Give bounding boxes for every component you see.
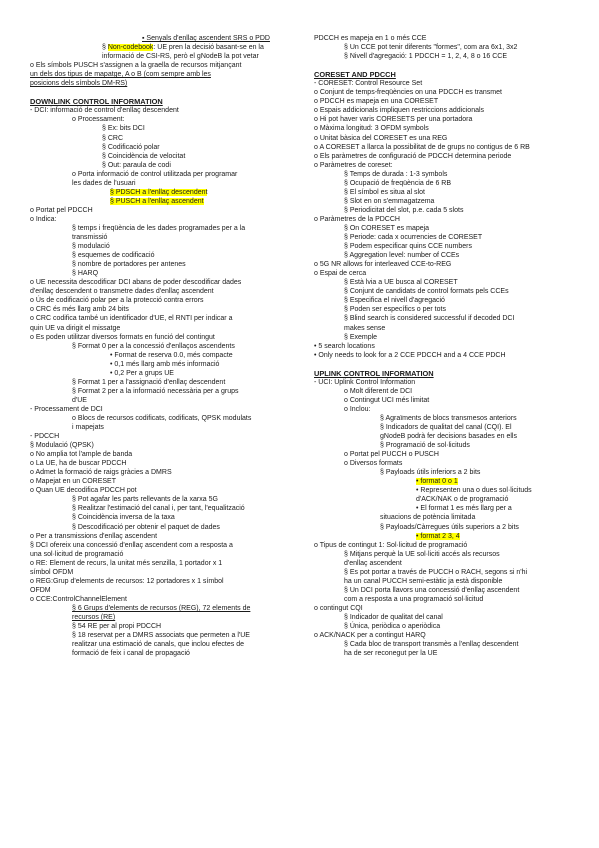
- text-line: [314, 269, 580, 278]
- line-text: § PDSCH a l'enllaç descendent: [110, 188, 208, 196]
- line-text: informació de CSI-RS, però el gNodeB la pot vetar: [102, 53, 259, 61]
- line-text: o Quan UE decodifica PDCCH pot: [30, 487, 137, 495]
- text-line: [314, 577, 580, 586]
- line-text: § 6 Grups d'elements de recursos (REG), 72 elements de: [72, 604, 251, 612]
- text-line: [30, 649, 300, 658]
- text-line: [30, 495, 300, 504]
- text-line: [314, 568, 580, 577]
- text-line: [314, 441, 580, 450]
- text-line: [30, 179, 300, 188]
- line-text: o Paràmetres de la PDCCH: [314, 215, 400, 223]
- text-line: [30, 314, 300, 323]
- text-line: [30, 622, 300, 631]
- line-text: § Format 0 per a la concessió d'enllaços ascendents: [72, 342, 235, 350]
- blank-line: [314, 61, 580, 70]
- left-column: [30, 34, 300, 658]
- text-line: [30, 324, 300, 333]
- line-text: § Es pot portar a través de PUCCH o RACH, segons si n'hi: [344, 568, 528, 576]
- line-text: § Slot en on s'emmagatzema: [344, 197, 435, 205]
- line-text: § Format 1 per a l'assignació d'enllaç descendent: [72, 378, 226, 386]
- text-line: [314, 622, 580, 631]
- line-text: § Payloads útils inferiors a 2 bits: [380, 469, 481, 477]
- text-line: [30, 486, 300, 495]
- line-text: o CRC codifica també un identificador d'UE, el RNTI per indicar a: [30, 315, 233, 323]
- text-line: [314, 242, 580, 251]
- line-text: § Indicador de qualitat del canal: [344, 614, 443, 621]
- line-text: § Payloads/Càrregues útils superiors a 2 bits: [380, 523, 519, 531]
- text-line: [30, 450, 300, 459]
- line-text: o Espai de cerca: [314, 270, 367, 278]
- text-line: [314, 287, 580, 296]
- blank-line: [314, 360, 580, 369]
- line-text: posicions dels símbols DM-RS): [30, 80, 128, 88]
- text-line: [30, 333, 300, 342]
- text-line: [30, 595, 300, 604]
- text-line: [314, 79, 580, 88]
- text-line: [314, 324, 580, 333]
- text-line: [30, 387, 300, 396]
- text-line: [314, 251, 580, 260]
- text-line: [30, 414, 300, 423]
- line-text: § Coincidència inversa de la taxa: [72, 514, 175, 522]
- highlight: Non-codebook: [107, 44, 154, 52]
- line-text: - CORESET: Control Resource Set: [314, 80, 423, 88]
- text-line: [30, 43, 300, 52]
- text-line: [30, 251, 300, 260]
- line-text: § Ocupació de freqüència de 6 RB: [344, 179, 452, 187]
- text-line: [314, 124, 580, 133]
- line-text: § Out: paraula de codi: [102, 161, 171, 169]
- text-line: [314, 88, 580, 97]
- text-line: [30, 70, 300, 79]
- text-line: [30, 224, 300, 233]
- text-line: [30, 559, 300, 568]
- line-text: o contingut CQI: [314, 604, 363, 612]
- line-text: o Contingut UCI més limitat: [344, 396, 430, 404]
- text-line: [314, 134, 580, 143]
- line-text: § CRC: [102, 134, 124, 142]
- text-line: [30, 378, 300, 387]
- line-text: • 0,1 més llarg amb més informació: [110, 360, 220, 368]
- line-text: § Periodicitat del slot, p.e. cada 5 slots: [344, 206, 464, 214]
- line-text: o PDCCH es mapeja en una CORESET: [314, 98, 439, 106]
- text-line: [314, 378, 580, 387]
- line-text: ha un canal PUCCH semi-estàtic ja està disponible: [344, 577, 503, 585]
- text-line: [314, 586, 580, 595]
- line-text: o Tipus de contingut 1: Sol·licitud de programació: [314, 541, 468, 549]
- text-line: [30, 369, 300, 378]
- text-line: [30, 134, 300, 143]
- text-line: [30, 631, 300, 640]
- text-line: [30, 296, 300, 305]
- text-line: [314, 278, 580, 287]
- line-text: § esquemes de codificació: [72, 252, 155, 260]
- line-text: transmissió: [72, 234, 108, 242]
- text-line: [314, 631, 580, 640]
- line-text: formació de feix i canal de propagació: [72, 650, 190, 658]
- text-line: [314, 477, 580, 486]
- line-text: • 0,2 Per a grups UE: [110, 369, 174, 377]
- line-text: d'enllaç descendent o transmetre dades d'enllaç ascendent: [30, 288, 214, 296]
- text-line: [30, 405, 300, 414]
- line-text: o Per a transmissions d'enllaç ascendent: [30, 532, 158, 540]
- line-text: o Espais addicionals impliquen restriccions addicionals: [314, 107, 485, 115]
- text-line: [30, 197, 300, 206]
- line-text: o La UE, ha de buscar PDCCH: [30, 460, 127, 468]
- text-line: [314, 97, 580, 106]
- text-line: [30, 115, 300, 124]
- line-text: • Format de reserva 0.0, més compacte: [110, 351, 233, 359]
- line-text: un dels dos tipus de mapatge, A o B (com sempre amb les: [30, 71, 211, 79]
- line-text: realitzar una estimació de canals, que inclou efectes de: [72, 641, 244, 649]
- text-line: [314, 513, 580, 522]
- text-line: [30, 342, 300, 351]
- line-text: • format 0 o 1: [416, 478, 458, 486]
- line-text: § Pot agafar les parts rellevants de la xarxa 5G: [72, 496, 218, 504]
- text-line: [30, 541, 300, 550]
- text-line: [314, 486, 580, 495]
- text-line: [30, 477, 300, 486]
- text-line: [30, 604, 300, 613]
- line-text: o CRC és més llarg amb 24 bits: [30, 306, 129, 314]
- blank-line: [30, 88, 300, 97]
- text-line: [314, 333, 580, 342]
- text-line: [314, 459, 580, 468]
- text-line: [30, 278, 300, 287]
- text-line: [30, 79, 300, 88]
- text-line: [30, 233, 300, 242]
- text-line: [314, 396, 580, 405]
- text-line: [314, 649, 580, 658]
- text-line: [30, 34, 300, 43]
- text-line: [314, 206, 580, 215]
- line-text: UPLINK CONTROL INFORMATION: [314, 368, 434, 378]
- text-line: [314, 559, 580, 568]
- line-text: • El format 1 es més llarg per a: [416, 505, 512, 513]
- line-text: o Processament:: [72, 116, 125, 124]
- line-text: - Processament de DCI: [30, 405, 103, 413]
- text-line: [314, 215, 580, 224]
- line-text: § Coincidència de velocitat: [102, 152, 186, 160]
- text-line: [30, 396, 300, 405]
- text-line: [30, 532, 300, 541]
- line-text: § Modulació (QPSK): [30, 442, 94, 450]
- line-text: - DCI: informació de control d'enllaç descendent: [30, 107, 179, 115]
- line-text: § 18 reservat per a DMRS associats que permeten a l'UE: [72, 632, 250, 640]
- line-text: § On CORESET es mapeja: [344, 224, 430, 232]
- text-line: [314, 260, 580, 269]
- right-column: [314, 34, 580, 658]
- line-text: § Blind search is considered successful if decoded DCI: [344, 315, 515, 323]
- text-line: [314, 550, 580, 559]
- text-line: [30, 640, 300, 649]
- line-text: § Non-codebook: UE pren la decisió basant-se en la: [102, 44, 264, 52]
- line-text: § Indicadors de qualitat del canal (CQI). El: [380, 424, 512, 432]
- text-line: [314, 423, 580, 432]
- line-text: § Un DCI porta llavors una concessió d'enllaç ascendent: [344, 586, 520, 594]
- line-text: § Temps de durada : 1-3 symbols: [344, 170, 448, 178]
- text-line: [30, 523, 300, 532]
- line-text: § Programació de sol·licituds: [380, 442, 470, 450]
- text-line: [30, 61, 300, 70]
- line-text: com a resposta a una programació sol·licitud: [344, 595, 484, 603]
- section-heading: [314, 70, 580, 79]
- text-line: [314, 342, 580, 351]
- text-line: [30, 351, 300, 360]
- line-text: - PDCCH: [30, 433, 60, 441]
- line-text: § 54 RE per al propi PDCCH: [72, 623, 162, 631]
- line-text: ▪ Senyals d'enllaç ascendent SRS o PDD: [142, 35, 270, 42]
- line-text: • 5 search locations: [314, 342, 375, 350]
- line-text: § Està lvia a UE busca al CORESET: [344, 279, 458, 287]
- text-line: [314, 43, 580, 52]
- text-line: [314, 495, 580, 504]
- line-text: § Aggregation level: number of CCEs: [344, 252, 460, 260]
- text-line: [30, 260, 300, 269]
- line-text: o A CORESET a llarca la possibilitat de de grups no contigus de 6 RB: [314, 143, 530, 151]
- text-line: [314, 115, 580, 124]
- line-text: o Mapejat en un CORESET: [30, 478, 116, 486]
- text-line: [314, 296, 580, 305]
- line-text: símbol OFDM: [30, 568, 74, 576]
- line-text: o Els símbols PUSCH s'assignen a la graella de recursos mitjançant: [30, 62, 242, 70]
- line-text: recursos (RE): [72, 614, 116, 621]
- text-line: [314, 640, 580, 649]
- line-text: • Representen una o dues sol·licituds: [416, 487, 532, 495]
- line-text: o Conjunt de temps-freqüències on una PDCCH es transmet: [314, 89, 502, 97]
- text-line: [30, 568, 300, 577]
- text-line: [30, 504, 300, 513]
- line-text: o Es poden utilitzar diversos formats en funció del contingut: [30, 333, 215, 341]
- text-line: [314, 532, 580, 541]
- line-text: - UCI: Uplink Control Information: [314, 378, 416, 386]
- line-text: CORESET AND PDCCH: [314, 70, 396, 80]
- line-text: § Agraïments de blocs transmesos anteriors: [380, 414, 517, 422]
- line-text: § Realitzar l'estimació del canal i, per tant, l'equalització: [72, 505, 245, 513]
- text-line: [314, 106, 580, 115]
- line-text: § modulació: [72, 243, 110, 251]
- line-text: • format 2 3, 4: [416, 532, 460, 540]
- line-text: § Cada bloc de transport transmès a l'enllaç descendent: [344, 641, 519, 649]
- line-text: o ACK/NACK per a contingut HARQ: [314, 632, 426, 640]
- line-text: o Hi pot haver varis CORESETS per una portadora: [314, 116, 473, 124]
- text-line: [314, 314, 580, 323]
- line-text: § Un CCE pot tenir diferents "formes", com ara 6x1, 3x2: [344, 44, 518, 52]
- line-text: situacions de potència limitada: [380, 514, 476, 522]
- line-text: o UE necessita descodificar DCI abans de poder descodificar dades: [30, 279, 242, 287]
- line-text: d'enllaç ascendent: [344, 559, 402, 567]
- line-text: o Blocs de recursos codificats, codificats, QPSK modulats: [72, 414, 252, 422]
- line-text: i mapejats: [72, 424, 104, 432]
- text-line: [30, 161, 300, 170]
- text-line: [30, 459, 300, 468]
- text-line: [30, 188, 300, 197]
- text-line: [314, 188, 580, 197]
- text-line: [30, 432, 300, 441]
- line-text: o Paràmetres de coreset:: [314, 161, 393, 169]
- line-text: una sol·licitud de programació: [30, 550, 124, 558]
- text-line: [30, 52, 300, 61]
- text-line: [30, 550, 300, 559]
- line-text: o 5G NR allows for interleaved CCE-to-REG: [314, 261, 452, 269]
- text-line: [30, 269, 300, 278]
- line-text: o Portat pel PUCCH o PUSCH: [344, 451, 439, 459]
- line-text: § Única, periòdica o aperiòdica: [344, 623, 441, 631]
- line-text: § HARQ: [72, 270, 99, 278]
- line-text: § Podem especificar quins CCE numbers: [344, 243, 473, 251]
- line-text: § Especifica el nivell d'agregació: [344, 297, 445, 305]
- text-line: [314, 197, 580, 206]
- line-text: § El símbol es situa al slot: [344, 188, 425, 196]
- section-heading: [30, 97, 300, 106]
- line-text: § DCI ofereix una concessió d'enllaç ascendent com a resposta a: [30, 541, 233, 549]
- text-line: [314, 224, 580, 233]
- text-line: [314, 233, 580, 242]
- text-line: [314, 523, 580, 532]
- text-line: [30, 441, 300, 450]
- line-text: o Màxima longitud: 3 OFDM symbols: [314, 125, 429, 133]
- text-line: [30, 423, 300, 432]
- text-line: [314, 305, 580, 314]
- text-line: [30, 468, 300, 477]
- line-text: § temps i freqüència de les dades programades per a la: [72, 224, 246, 232]
- line-text: § PUSCH a l'enllaç ascendent: [110, 197, 204, 205]
- text-line: [30, 206, 300, 215]
- line-text: OFDM: [30, 586, 51, 594]
- text-line: [30, 613, 300, 622]
- line-text: • Only needs to look for a 2 CCE PDCCH and a 4 CCE PDCH: [314, 351, 506, 359]
- line-text: o Inclou:: [344, 405, 371, 413]
- line-text: § Poden ser específics o per tots: [344, 306, 446, 314]
- text-line: [30, 124, 300, 133]
- line-text: § Periode: cada x ocurrencies de CORESET: [344, 234, 483, 242]
- line-text: quin UE va dirigit el missatge: [30, 324, 121, 332]
- text-line: [314, 161, 580, 170]
- text-line: [314, 504, 580, 513]
- text-line: [30, 360, 300, 369]
- text-line: [314, 152, 580, 161]
- text-line: [314, 179, 580, 188]
- text-line: [314, 613, 580, 622]
- line-text: o No amplia tot l'ample de banda: [30, 451, 133, 459]
- text-line: [30, 586, 300, 595]
- text-line: [30, 287, 300, 296]
- text-line: [30, 106, 300, 115]
- text-line: [314, 432, 580, 441]
- text-line: [30, 170, 300, 179]
- line-text: § Ex: bits DCI: [102, 125, 145, 133]
- text-line: [314, 351, 580, 360]
- line-text: gNodeB podrà fer decisions basades en ells: [380, 433, 517, 441]
- section-heading: [314, 369, 580, 378]
- text-line: [314, 34, 580, 43]
- text-line: [314, 450, 580, 459]
- line-text: § nombre de portadores per antenes: [72, 261, 186, 269]
- text-line: [30, 513, 300, 522]
- line-text: § Mitjans perquè la UE sol·liciti accés als recursos: [344, 550, 500, 558]
- line-text: d'UE: [72, 396, 87, 404]
- line-text: § Codificació polar: [102, 143, 160, 151]
- text-line: [314, 405, 580, 414]
- text-line: [314, 541, 580, 550]
- line-text: les dades de l'usuari: [72, 179, 136, 187]
- text-line: [314, 387, 580, 396]
- text-line: [314, 170, 580, 179]
- line-text: DOWNLINK CONTROL INFORMATION: [30, 97, 163, 107]
- line-text: § Conjunt de candidats de control formats pels CCEs: [344, 288, 509, 296]
- text-line: [30, 152, 300, 161]
- text-line: [30, 577, 300, 586]
- line-text: o RE: Element de recurs, la unitat més senzilla, 1 portador x 1: [30, 559, 223, 567]
- line-text: o Unitat bàsica del CORESET es una REG: [314, 134, 448, 142]
- text-line: [314, 414, 580, 423]
- text-line: [314, 468, 580, 477]
- line-text: o Portat pel PDCCH: [30, 206, 93, 214]
- line-text: PDCCH es mapeja en 1 o més CCE: [314, 35, 427, 42]
- line-text: makes sense: [344, 324, 386, 332]
- line-text: d'ACK/NAK o de programació: [416, 496, 509, 504]
- line-text: § Nivell d'agregació: 1 PDCCH = 1, 2, 4, 8 o 16 CCE: [344, 53, 507, 61]
- line-text: o Molt diferent de DCI: [344, 387, 413, 395]
- text-line: [30, 242, 300, 251]
- line-text: § Exemple: [344, 333, 378, 341]
- text-line: [314, 604, 580, 613]
- line-text: o Indica:: [30, 215, 57, 223]
- text-line: [30, 305, 300, 314]
- text-line: [314, 143, 580, 152]
- line-text: o Ús de codificació polar per a la protecció contra errors: [30, 297, 204, 305]
- text-line: [30, 143, 300, 152]
- line-text: § Format 2 per a la informació necessària per a grups: [72, 387, 239, 395]
- line-text: o Porta informació de control utilitzada per programar: [72, 170, 238, 178]
- text-line: [30, 215, 300, 224]
- line-text: § Descodificació per obtenir el paquet de dades: [72, 523, 220, 531]
- line-text: o REG:Grup d'elements de recursos: 12 portadores x 1 símbol: [30, 577, 224, 585]
- line-text: o CCE:ControlChannelElement: [30, 595, 127, 603]
- text-line: [314, 52, 580, 61]
- line-text: o Admet la formació de raigs gràcies a DMRS: [30, 469, 172, 477]
- line-text: ha de ser reconegut per la UE: [344, 650, 438, 658]
- line-text: o Diversos formats: [344, 460, 403, 468]
- line-text: o Els paràmetres de configuració de PDCCH determina periode: [314, 152, 512, 160]
- text-line: [314, 595, 580, 604]
